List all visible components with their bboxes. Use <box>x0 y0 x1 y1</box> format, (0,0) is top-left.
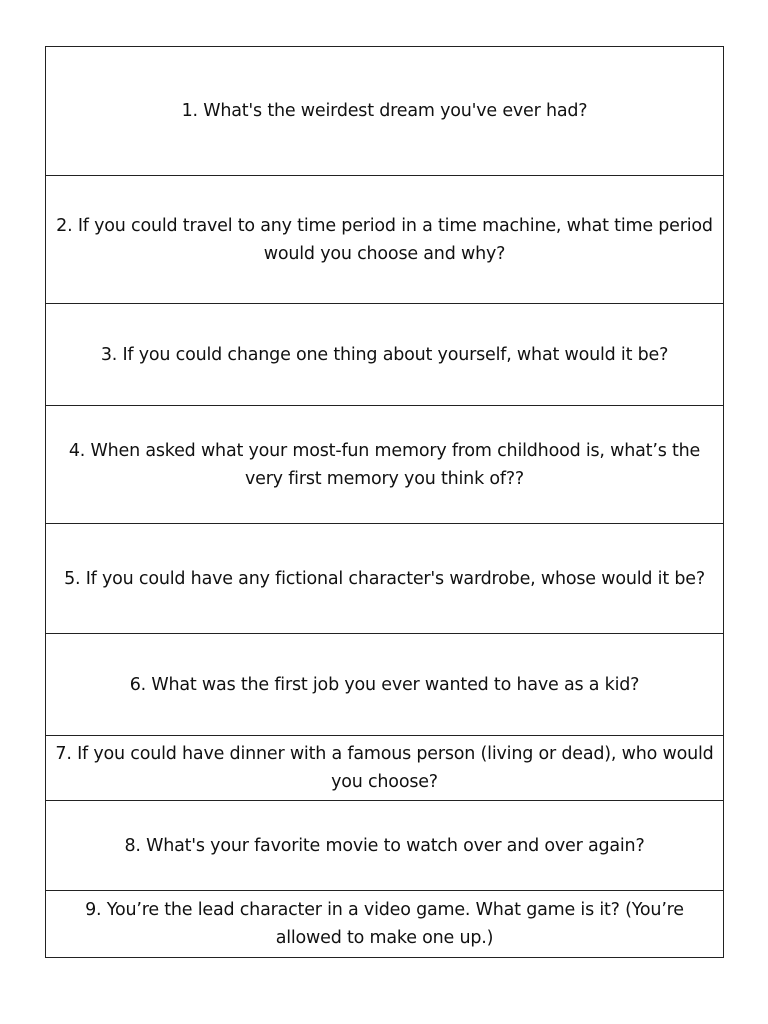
question-text-7: 7. If you could have dinner with a famous person (living or dead), who would you choose? <box>55 744 714 792</box>
question-card-7 <box>46 736 723 801</box>
question-text-2: 2. If you could travel to any time period in a time machine, what time period would you choose and why? <box>56 215 713 264</box>
question-card-5 <box>46 524 723 634</box>
question-cards-table <box>45 46 724 958</box>
question-card-6 <box>46 634 723 736</box>
question-text-9: 9. You’re the lead character in a video game. What game is it? (You’re allowed to make one up.) <box>85 900 684 948</box>
question-card-8 <box>46 801 723 891</box>
question-card-1 <box>46 47 723 176</box>
question-card-2 <box>46 176 723 304</box>
question-text-1: 1. What's the weirdest dream you've ever had? <box>181 101 588 121</box>
question-text-6: 6. What was the first job you ever wanted to have as a kid? <box>129 674 640 695</box>
question-text-4: 4. When asked what your most-fun memory from childhood is, what’s the very first memory you think of?? <box>68 440 701 489</box>
question-text-5: 5. If you could have any fictional character's wardrobe, whose would it be? <box>64 568 705 589</box>
question-card-4 <box>46 406 723 524</box>
question-card-3 <box>46 304 723 406</box>
question-text-3: 3. If you could change one thing about yourself, what would it be? <box>100 344 669 365</box>
question-card-9 <box>46 891 723 957</box>
question-text-8: 8. What's your favorite movie to watch over and over again? <box>124 835 645 856</box>
